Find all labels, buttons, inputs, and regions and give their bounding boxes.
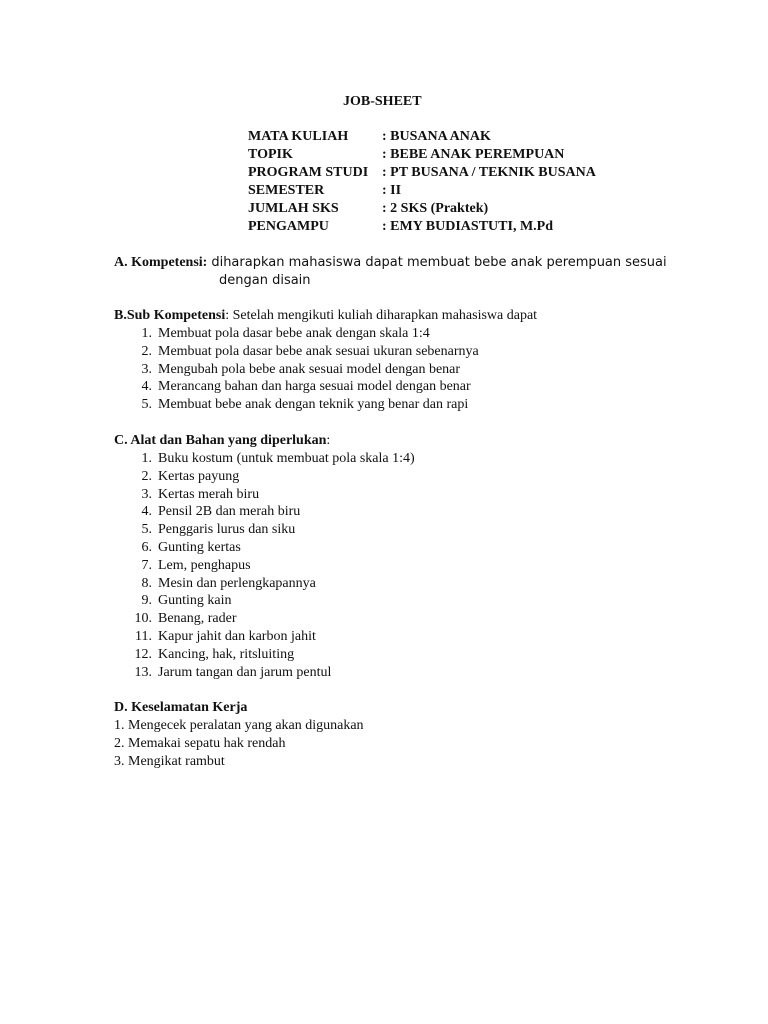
list-item <box>120 378 537 396</box>
list-item <box>120 610 415 628</box>
list-item-text: Pensil 2B dan merah biru <box>158 504 301 520</box>
meta-row-topik <box>248 146 596 164</box>
sub-kompetensi-list <box>120 325 537 414</box>
section-c-heading: C. Alat dan Bahan yang diperlukan <box>114 433 327 448</box>
meta-value: : PT BUSANA / TEKNIK BUSANA <box>382 165 596 180</box>
list-item <box>120 343 537 361</box>
section-c-colon: : <box>326 433 331 448</box>
list-item-text: Gunting kertas <box>158 539 241 555</box>
meta-key: SEMESTER <box>248 183 325 198</box>
list-item-text: Membuat bebe anak dengan teknik yang benar dan rapi <box>158 397 469 413</box>
list-item-number: 1. <box>141 326 152 341</box>
meta-value: : 2 SKS (Praktek) <box>382 201 489 216</box>
list-item-text: Kertas merah biru <box>158 486 260 502</box>
list-item <box>120 664 415 682</box>
meta-key: TOPIK <box>248 147 293 162</box>
list-item-number: 2. <box>141 468 152 484</box>
section-sub-kompetensi <box>114 307 537 414</box>
alat-bahan-list <box>120 450 415 681</box>
list-item <box>120 628 415 646</box>
section-b-intro: : Setelah mengikuti kuliah diharapkan mahasiswa dapat <box>225 308 538 323</box>
meta-row-semester <box>248 182 596 200</box>
section-keselamatan-kerja <box>114 699 364 770</box>
list-item-text: Membuat pola dasar bebe anak sesuai ukuran sebenarnya <box>158 343 479 359</box>
meta-row-pengampu <box>248 218 596 236</box>
list-item-number: 1. <box>141 451 152 466</box>
meta-value: : BEBE ANAK PEREMPUAN <box>382 147 565 162</box>
list-item <box>120 361 537 379</box>
list-item-number: 4. <box>141 379 152 395</box>
list-item <box>120 486 415 504</box>
meta-key: JUMLAH SKS <box>248 201 339 216</box>
list-item-number: 3. <box>141 361 152 377</box>
document-title: JOB-SHEET <box>343 94 422 109</box>
meta-value: : EMY BUDIASTUTI, M.Pd <box>382 219 553 234</box>
list-item-number: 5. <box>141 397 152 413</box>
meta-value: : II <box>382 183 402 198</box>
meta-row-mata-kuliah <box>248 128 596 146</box>
list-item-text: Penggaris lurus dan siku <box>158 522 296 538</box>
list-item-number: 6. <box>141 539 152 555</box>
list-item-number: 4. <box>141 504 152 520</box>
list-item-text: Kertas payung <box>158 468 240 484</box>
list-item <box>120 592 415 610</box>
keselamatan-list <box>114 717 364 770</box>
list-item-number: 12. <box>134 646 152 662</box>
list-item <box>120 521 415 539</box>
section-b-heading: B.Sub Kompetensi <box>114 308 226 323</box>
list-item: 2. Memakai sepatu hak rendah <box>114 735 286 751</box>
list-item <box>120 396 537 414</box>
list-item <box>120 539 415 557</box>
list-item-number: 3. <box>141 486 152 502</box>
list-item <box>120 646 415 664</box>
list-item <box>120 325 537 343</box>
list-item <box>120 450 415 468</box>
meta-value: : BUSANA ANAK <box>382 129 491 144</box>
list-item-number: 8. <box>141 575 152 591</box>
meta-row-program-studi <box>248 164 596 182</box>
list-item-text: Kapur jahit dan karbon jahit <box>158 628 316 644</box>
list-item: 1. Mengecek peralatan yang akan digunakan <box>114 718 364 733</box>
section-d-heading-line <box>114 699 364 717</box>
meta-key: MATA KULIAH <box>248 129 349 144</box>
section-a-heading: A. Kompetensi: <box>114 255 208 270</box>
section-alat-bahan <box>114 432 415 681</box>
list-item-text: Jarum tangan dan jarum pentul <box>158 664 332 680</box>
list-item <box>120 468 415 486</box>
list-item-text: Gunting kain <box>158 593 232 609</box>
list-item <box>120 575 415 593</box>
meta-key: PROGRAM STUDI <box>248 165 369 180</box>
list-item-number: 10. <box>134 611 152 627</box>
list-item-text: Kancing, hak, ritsluiting <box>158 646 295 662</box>
list-item: 3. Mengikat rambut <box>114 753 225 769</box>
list-item-text: Mengubah pola bebe anak sesuai model dengan benar <box>158 361 461 377</box>
list-item-number: 7. <box>141 557 152 573</box>
section-b-heading-line <box>114 307 537 325</box>
meta-row-jumlah-sks <box>248 200 596 218</box>
list-item-number: 5. <box>141 522 152 538</box>
list-item-number: 11. <box>135 628 152 644</box>
list-item-text: Membuat pola dasar bebe anak dengan skala 1:4 <box>158 326 430 341</box>
list-item-text: Mesin dan perlengkapannya <box>158 575 316 591</box>
section-c-heading-line <box>114 432 415 450</box>
section-a-line <box>114 254 667 272</box>
course-meta <box>248 128 596 236</box>
list-item-number: 13. <box>134 664 152 680</box>
list-item-number: 2. <box>141 343 152 359</box>
list-item <box>120 503 415 521</box>
list-item-text: Buku kostum (untuk membuat pola skala 1:4) <box>158 451 415 466</box>
list-item-number: 9. <box>141 593 152 609</box>
section-a-text-line1: diharapkan mahasiswa dapat membuat bebe anak perempuan sesuai <box>211 255 667 270</box>
list-item-text: Merancang bahan dan harga sesuai model dengan benar <box>158 379 471 395</box>
meta-key: PENGAMPU <box>248 219 329 234</box>
list-item-text: Lem, penghapus <box>158 557 251 573</box>
list-item <box>120 557 415 575</box>
list-item-text: Benang, rader <box>158 611 237 627</box>
section-kompetensi <box>114 254 667 290</box>
section-d-heading: D. Keselamatan Kerja <box>114 700 248 715</box>
section-a-text-line2: dengan disain <box>219 273 311 288</box>
